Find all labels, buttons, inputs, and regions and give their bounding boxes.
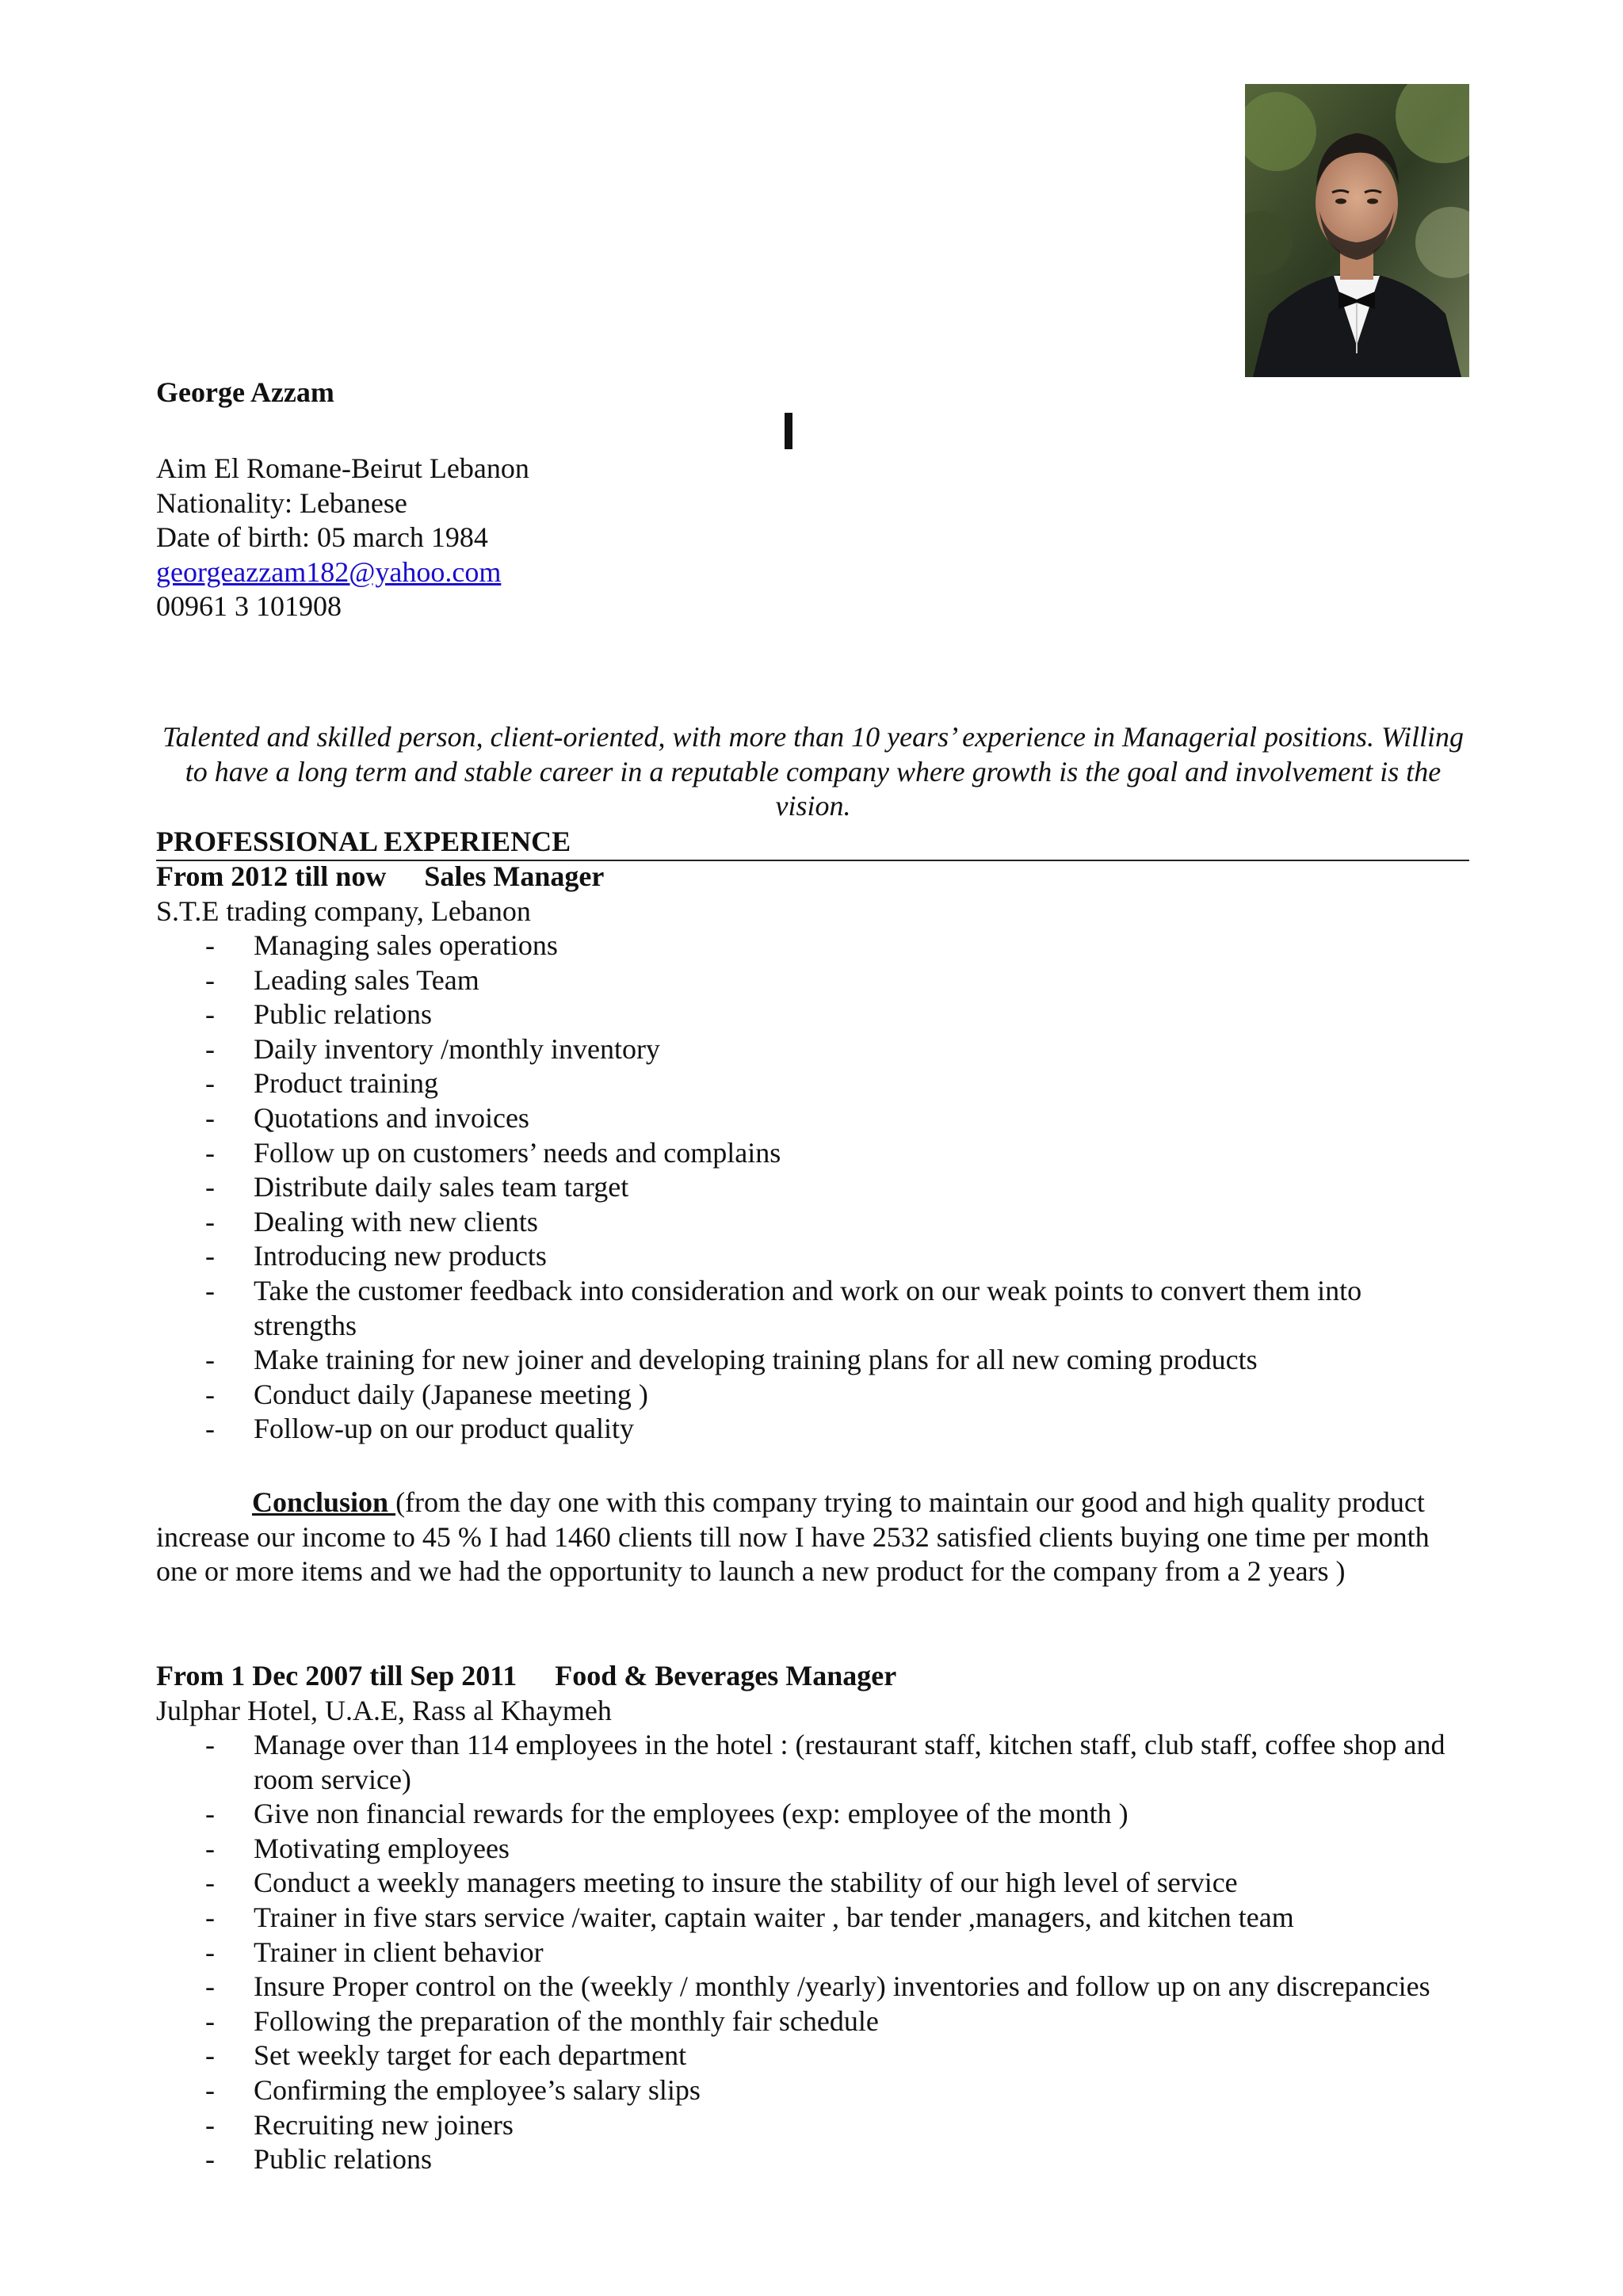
- duty-text: Introducing new products: [254, 1240, 547, 1272]
- duty-text: Follow-up on our product quality: [254, 1413, 634, 1445]
- nationality: Nationality: Lebanese: [156, 486, 407, 519]
- duty-item: [156, 1936, 1472, 1970]
- duty-item: [156, 2108, 1472, 2143]
- duty-text: Recruiting new joiners: [254, 2108, 514, 2141]
- duty-text: Daily inventory /monthly inventory: [254, 1032, 660, 1065]
- duty-item: [156, 1343, 1472, 1378]
- duty-text: Public relations: [254, 998, 432, 1031]
- duty-item: [156, 2142, 1472, 2177]
- duty-item: [156, 1170, 1472, 1205]
- job-period: From 2012 till now: [156, 860, 387, 892]
- bullet-dash: -: [205, 1901, 215, 1933]
- duty-item: [156, 929, 1472, 963]
- job-heading: [156, 1659, 896, 1694]
- date-of-birth: Date of birth: 05 march 1984: [156, 521, 488, 554]
- job-role: Food & Beverages Manager: [555, 1660, 897, 1691]
- duty-text: Conduct a weekly managers meeting to insure the stability of our high level of service: [254, 1867, 1238, 1899]
- bullet-dash: -: [205, 998, 215, 1031]
- bullet-dash: -: [205, 963, 215, 996]
- contact-block: [156, 452, 529, 624]
- duty-text: Public relations: [254, 2143, 432, 2176]
- duty-item: [156, 2073, 1472, 2108]
- duty-item: [156, 1728, 1472, 1797]
- bullet-dash: -: [205, 1413, 215, 1445]
- duty-text: Leading sales Team: [254, 963, 479, 996]
- bullet-dash: -: [205, 929, 215, 961]
- section-title-professional-experience: PROFESSIONAL EXPERIENCE: [156, 825, 1469, 861]
- bullet-dash: -: [205, 2039, 215, 2072]
- job-duties-list: [156, 1728, 1472, 2177]
- job-duties-list: [156, 929, 1472, 1447]
- duty-text: Follow up on customers’ needs and complains: [254, 1136, 781, 1169]
- career-objective: Talented and skilled person, client-oriented, with more than 10 years’ experience in Managerial positions. Willing to have a long term and stable career in a reputable company where growth is the goal and involvement is the vision.: [162, 721, 1465, 822]
- bullet-dash: -: [205, 1798, 215, 1830]
- bullet-dash: -: [205, 1136, 215, 1169]
- job-company: Julphar Hotel, U.A.E, Rass al Khaymeh: [156, 1695, 612, 1726]
- duty-text: Give non financial rewards for the employees (exp: employee of the month ): [254, 1798, 1128, 1830]
- conclusion-text: (from the day one with this company trying to maintain our good and high quality product increase our income to 45 % I had 1460 clients till now I have 2532 satisfied clients buying one time per month one or more items and we had the opportunity to launch a new product for the company from a 2 years ): [156, 1486, 1430, 1588]
- bullet-dash: -: [205, 2143, 215, 2176]
- duty-text: Trainer in five stars service /waiter, captain waiter , bar tender ,managers, and kitchen team: [254, 1901, 1294, 1933]
- duty-item: [156, 1136, 1472, 1171]
- duty-text: Insure Proper control on the (weekly / monthly /yearly) inventories and follow up on any discrepancies: [254, 1970, 1430, 2003]
- duty-text: Make training for new joiner and developing training plans for all new coming products: [254, 1344, 1258, 1376]
- duty-item: [156, 1205, 1472, 1240]
- duty-text: Dealing with new clients: [254, 1205, 538, 1238]
- duty-text: Conduct daily (Japanese meeting ): [254, 1378, 648, 1410]
- bullet-dash: -: [205, 1832, 215, 1864]
- duty-text: Set weekly target for each department: [254, 2039, 687, 2072]
- duty-text: Managing sales operations: [254, 929, 558, 961]
- duty-item: [156, 1797, 1472, 1832]
- duty-item: [156, 1970, 1472, 2004]
- duty-item: [156, 1866, 1472, 1901]
- bullet-dash: -: [205, 2004, 215, 2037]
- duty-text: Confirming the employee’s salary slips: [254, 2073, 701, 2106]
- bullet-dash: -: [205, 1240, 215, 1272]
- duty-text: Trainer in client behavior: [254, 1936, 544, 1968]
- duty-item: [156, 2039, 1472, 2073]
- duty-item: [156, 997, 1472, 1032]
- bullet-dash: -: [205, 1101, 215, 1134]
- bullet-dash: -: [205, 1274, 215, 1306]
- conclusion-label: Conclusion: [252, 1486, 396, 1518]
- bullet-dash: -: [205, 1171, 215, 1203]
- email-link[interactable]: georgeazzam182@yahoo.com: [156, 555, 502, 588]
- bullet-dash: -: [205, 2073, 215, 2106]
- address: Aim El Romane-Beirut Lebanon: [156, 452, 529, 484]
- bullet-dash: -: [205, 1970, 215, 2003]
- duty-item: [156, 1032, 1472, 1067]
- duty-item: [156, 1832, 1472, 1867]
- duty-item: [156, 1378, 1472, 1413]
- duty-item: [156, 1101, 1472, 1136]
- duty-item: [156, 1066, 1472, 1101]
- duty-text: Quotations and invoices: [254, 1101, 529, 1134]
- bullet-dash: -: [205, 2108, 215, 2141]
- duty-text: Manage over than 114 employees in the hotel : (restaurant staff, kitchen staff, club staff, coffee shop and room service): [254, 1729, 1445, 1795]
- job-period: From 1 Dec 2007 till Sep 2011: [156, 1660, 517, 1691]
- bullet-dash: -: [205, 1867, 215, 1899]
- duty-text: Following the preparation of the monthly fair schedule: [254, 2004, 879, 2037]
- text-cursor-mark: [785, 413, 792, 449]
- duty-item: [156, 1412, 1472, 1447]
- duty-item: [156, 1901, 1472, 1936]
- duty-text: Motivating employees: [254, 1832, 510, 1864]
- bullet-dash: -: [205, 1378, 215, 1410]
- duty-item: [156, 1274, 1472, 1343]
- conclusion-paragraph: [156, 1486, 1472, 1589]
- profile-photo: [1245, 84, 1469, 377]
- job-company: S.T.E trading company, Lebanon: [156, 895, 531, 927]
- bullet-dash: -: [205, 1344, 215, 1376]
- job-role: Sales Manager: [424, 860, 605, 892]
- bullet-dash: -: [205, 1032, 215, 1065]
- duty-text: Take the customer feedback into consideration and work on our weak points to convert them into strengths: [254, 1274, 1362, 1341]
- candidate-name: George Azzam: [156, 376, 334, 408]
- bullet-dash: -: [205, 1067, 215, 1100]
- bullet-dash: -: [205, 1205, 215, 1238]
- bullet-dash: -: [205, 1729, 215, 1760]
- phone-number: 00961 3 101908: [156, 590, 342, 623]
- duty-text: Distribute daily sales team target: [254, 1171, 629, 1203]
- duty-text: Product training: [254, 1067, 438, 1100]
- job-heading: [156, 860, 604, 894]
- duty-item: [156, 963, 1472, 998]
- duty-item: [156, 2004, 1472, 2039]
- duty-item: [156, 1239, 1472, 1274]
- bullet-dash: -: [205, 1936, 215, 1968]
